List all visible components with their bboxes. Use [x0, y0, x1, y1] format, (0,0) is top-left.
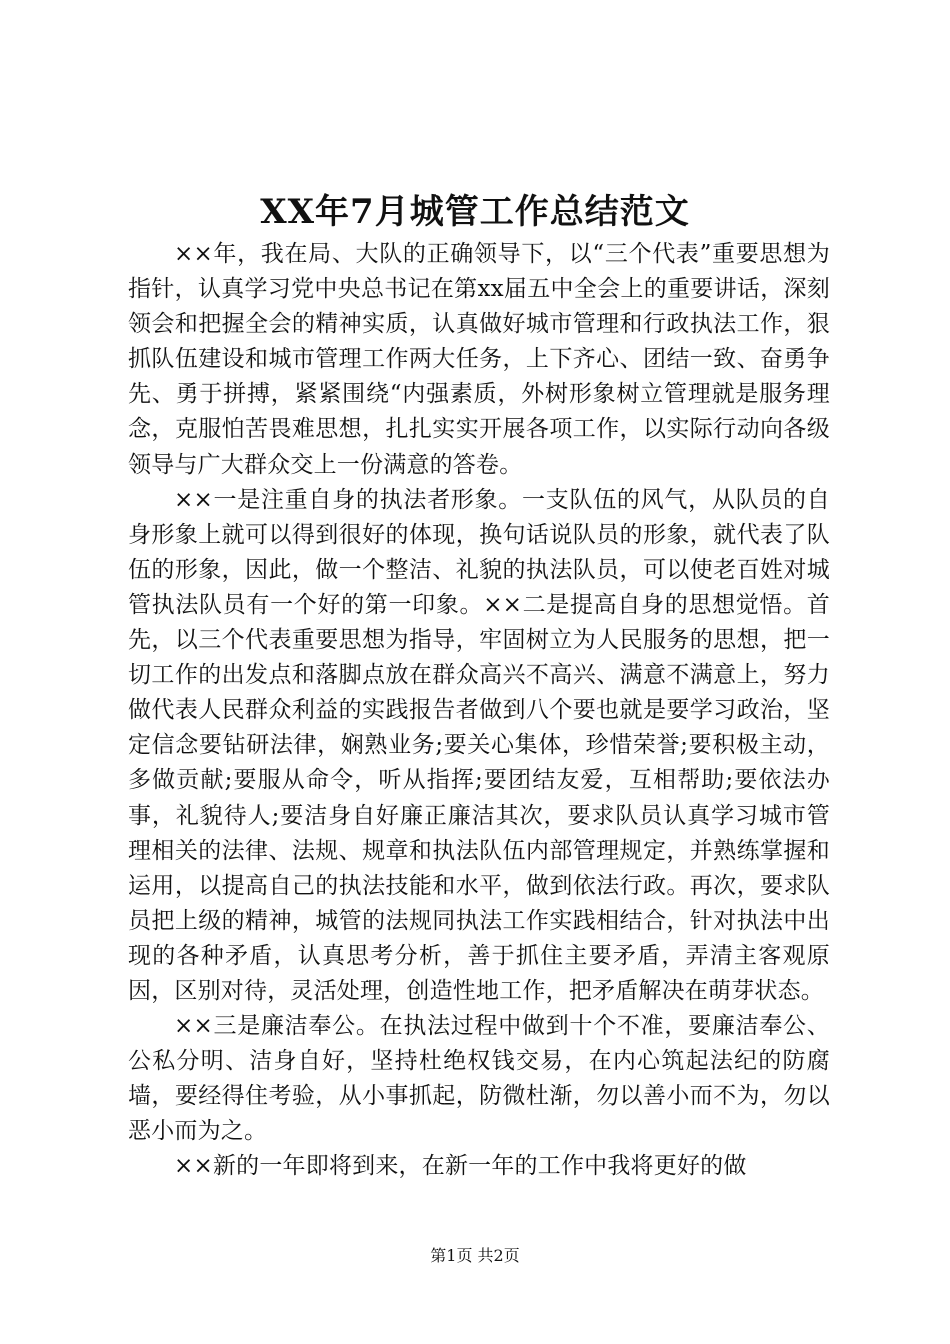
page-number-footer: 第1页 共2页	[430, 1246, 520, 1265]
document-body	[128, 237, 830, 1185]
paragraph-point-one-two: ××一是注重自身的执法者形象。一支队伍的风气，从队员的自身形象上就可以得到很好的体现，换句话说队员的形象，就代表了队伍的形象，因此，做一个整洁、礼貌的执法队员，可以使老百姓对城管执法队员有一个好的第一印象。××二是提高自身的思想觉悟。首先，以三个代表重要思想为指导，牢固树立为人民服务的思想，把一切工作的出发点和落脚点放在群众高兴不高兴、满意不满意上，努力做代表人民群众利益的实践报告者做到八个要也就是要学习政治，坚定信念要钻研法律，娴熟业务;要关心集体，珍惜荣誉;要积极主动，多做贡献;要服从命令，听从指挥;要团结友爱，互相帮助;要依法办事，礼貌待人;要洁身自好廉正廉洁其次，要求队员认真学习城市管理相关的法律、法规、规章和执法队伍内部管理规定，并熟练掌握和运用，以提高自己的执法技能和水平，做到依法行政。再次，要求队员把上级的精神，城管的法规同执法工作实践相结合，针对执法中出现的各种矛盾，认真思考分析，善于抓住主要矛盾，弄清主客观原因，区别对待，灵活处理，创造性地工作，把矛盾解决在萌芽状态。	[128, 486, 830, 1004]
paragraph-point-three: ××三是廉洁奉公。在执法过程中做到十个不准，要廉洁奉公、公私分明、洁身自好，坚持杜绝权钱交易，在内心筑起法纪的防腐墙，要经得住考验，从小事抓起，防微杜渐，勿以善小而不为，勿以恶小而为之。	[128, 1013, 830, 1145]
paragraph-new-year: ××新的一年即将到来，在新一年的工作中我将更好的做	[174, 1153, 747, 1180]
paragraph-intro: ××年，我在局、大队的正确领导下，以“三个代表”重要思想为指针，认真学习党中央总书记在第xx届五中全会上的重要讲话，深刻领会和把握全会的精神实质，认真做好城市管理和行政执法工作，狠抓队伍建设和城市管理工作两大任务，上下齐心、团结一致、奋勇争先、勇于拼搏，紧紧围绕“内强素质，外树形象树立管理就是服务理念，克服怕苦畏难思想，扎扎实实开展各项工作，以实际行动向各级领导与广大群众交上一份满意的答卷。	[128, 241, 830, 478]
document-title: XX年7月城管工作总结范文	[260, 192, 690, 232]
